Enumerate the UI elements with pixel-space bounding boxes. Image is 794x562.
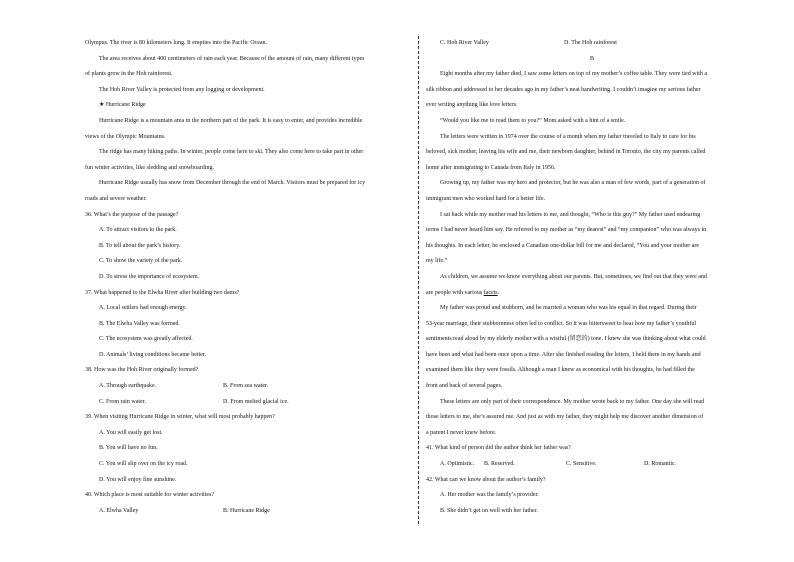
options-38-ab — [85, 379, 415, 395]
option-36-c: C. To show the variety of the park. — [99, 258, 183, 265]
option-37-c: C. The ecosystem was greatly affected. — [99, 336, 193, 343]
option-40-d: D. The Hoh rainforest — [564, 40, 617, 46]
passage-line: Eight months after my father died, I saw some letters on top of my mother’s coffee table. They were tied with a — [440, 71, 708, 78]
option-40-a: A. Elwha Valley — [99, 507, 139, 514]
underlined-word: facets — [483, 289, 498, 296]
passage-line: fun winter activities, like sledding and snowboarding. — [85, 164, 214, 171]
options-40-ab — [85, 504, 415, 520]
section-heading-hurricane-ridge: ★ Hurricane Ridge — [99, 102, 146, 109]
passage-line: his thoughts. In each letter, he enclosed a Canadian one-dollar bill for me and declared, “You and your mother are — [426, 242, 700, 249]
passage-line: As children, we assume we know everything about our parents. But, sometimes, we find out that they were and — [440, 273, 707, 280]
option-39-a: A. You will easily get lost. — [99, 429, 163, 436]
option-41-c: C. Sensitive. — [566, 461, 597, 468]
question-37: 37. What happened to the Elwha River after building two dams? — [85, 289, 240, 296]
passage-line: The Hoh River Valley is protected from any logging or development. — [99, 86, 265, 93]
option-41-d: D. Romantic. — [644, 461, 677, 468]
passage-line: my life.” — [426, 258, 448, 265]
question-36: 36. What’s the purpose of the passage? — [85, 211, 179, 218]
option-38-c: C. From rain water. — [99, 398, 146, 405]
passage-line: The area receives about 400 centimeters of rain each year. Because of the amount of rain, many different types — [99, 55, 365, 62]
options-38-cd — [85, 395, 415, 411]
passage-line: These letters are only part of their correspondence. My mother wrote back to my father. One day she will read — [440, 398, 705, 405]
passage-line: “Would you like me to read them to you?” Mom asked with a hint of a smile. — [440, 117, 626, 124]
passage-line: The letters were written in 1974 over the course of a month when my father traveled to Italy to care for his — [440, 133, 696, 140]
question-39: 39. When visiting Hurricane Ridge in winter, what will most probably happen? — [85, 414, 275, 421]
option-41-a: A. Optimistic. — [440, 461, 475, 468]
option-36-d: D. To stress the importance of ecosystem. — [99, 273, 200, 280]
passage-line: The ridge has many hiking paths. In winter, people come here to ski. They also come here to take part in other — [99, 149, 364, 156]
option-39-d: D. You will enjoy fine sunshine. — [99, 476, 177, 483]
option-37-a: A. Local settlers had enough energy. — [99, 305, 187, 312]
option-36-a: A. To attract visitors to the park. — [99, 227, 177, 234]
option-37-d: D. Animals’ living conditions became better. — [99, 351, 207, 358]
passage-line: views of the Olympic Mountains. — [85, 133, 166, 140]
options-41 — [426, 457, 758, 473]
passage-line: immigrant men who worked hard for a better life. — [426, 195, 546, 202]
passage-line: have been and what had been once upon a time. After she finished reading the letters, I held them in my hands and — [426, 351, 701, 358]
passage-line: 53-year marriage, their stubbornness often led to conflict. So it was bittersweet to hear how my father’s youthful — [426, 320, 696, 327]
option-40-c: C. Hoh River Valley — [440, 40, 489, 46]
option-38-d: D. From melted glacial ice. — [223, 398, 289, 405]
passage-line: Growing up, my father was my hero and protector, but he was also a man of few words, part of a generation of — [440, 180, 706, 187]
passage-line: sentiments read aloud by my elderly mother with a wistful (留恋的) tone. I knew she was thinking about what could — [426, 336, 706, 343]
passage-line: Hurricane Ridge is a mountain area in the northern part of the park. It is easy to enter, and provides incredible — [99, 117, 363, 124]
option-39-b: B. You will have no fun. — [99, 445, 158, 452]
option-36-b: B. To tell about the park’s history. — [99, 242, 181, 249]
passage-line: examined them like they were fossils. Although a man I knew as economical with his thoughts, he had filled the — [426, 367, 695, 374]
passage-line: those letters to me, she’s assured me. And just as with my father, they might help me discover another dimension of — [426, 414, 704, 421]
option-37-b: B. The Elwha Valley was formed. — [99, 320, 180, 327]
passage-line: of plants grow in the Hoh rainforest. — [85, 71, 173, 78]
section-label: B — [589, 55, 594, 62]
right-column — [426, 36, 758, 519]
passage-text: are people with various — [426, 289, 484, 296]
passage-line — [426, 286, 758, 302]
column-divider — [418, 36, 419, 524]
passage-line: Hurricane Ridge usually has snow from December through the end of March. Visitors must be prepared for icy — [99, 180, 366, 187]
passage-line: home after immigrating to Canada from Italy in 1956. — [426, 164, 556, 171]
passage-line: silk ribbon and addressed to her decades ago in my father’s neat handwriting. I couldn’t imagine my serious father — [426, 86, 701, 93]
question-38: 38. How was the Hoh River originally formed? — [85, 367, 199, 374]
passage-line: front and back of several pages. — [426, 383, 503, 390]
question-41: 41. What kind of person did the author think her father was? — [426, 445, 571, 452]
option-42-b: B. She didn’t get on well with her father. — [440, 507, 538, 514]
passage-text: . — [497, 289, 500, 296]
passage-line: Olympus. The river is 80 kilometers long. It empties into the Pacific Ocean. — [85, 40, 268, 46]
option-38-b: B. From sea water. — [223, 383, 269, 390]
option-40-b: B. Hurricane Ridge — [223, 507, 270, 514]
option-42-a: A. Her mother was the family’s provider. — [440, 492, 539, 499]
passage-line: terms I had never heard him say. He referred to my mother as “my dearest” and “my companion” who was always in — [426, 227, 707, 234]
passage-line: ever writing anything like love letters. — [426, 102, 518, 109]
option-39-c: C. You will slip over on the icy road. — [99, 461, 188, 468]
left-column — [85, 36, 415, 519]
options-40-cd — [426, 36, 758, 52]
passage-line: roads and severe weather. — [85, 195, 147, 202]
passage-line: My father was proud and stubborn, and he married a woman who was his equal in that regard. During their — [440, 305, 697, 312]
passage-line: beloved, sick mother, leaving his wife and me, their newborn daughter, behind in Toronto, the city my parents called — [426, 149, 706, 156]
option-41-b: B. Reserved. — [484, 461, 515, 468]
passage-line: a parent I never knew before. — [426, 429, 497, 436]
option-38-a: A. Through earthquake. — [99, 383, 157, 390]
question-42: 42. What can we know about the author’s family? — [426, 476, 546, 483]
question-40: 40. Which place is most suitable for winter activities? — [85, 492, 215, 499]
passage-line: I sat back while my mother read his letters to me, and thought, “Who is this guy?” My father used endearing — [440, 211, 701, 218]
